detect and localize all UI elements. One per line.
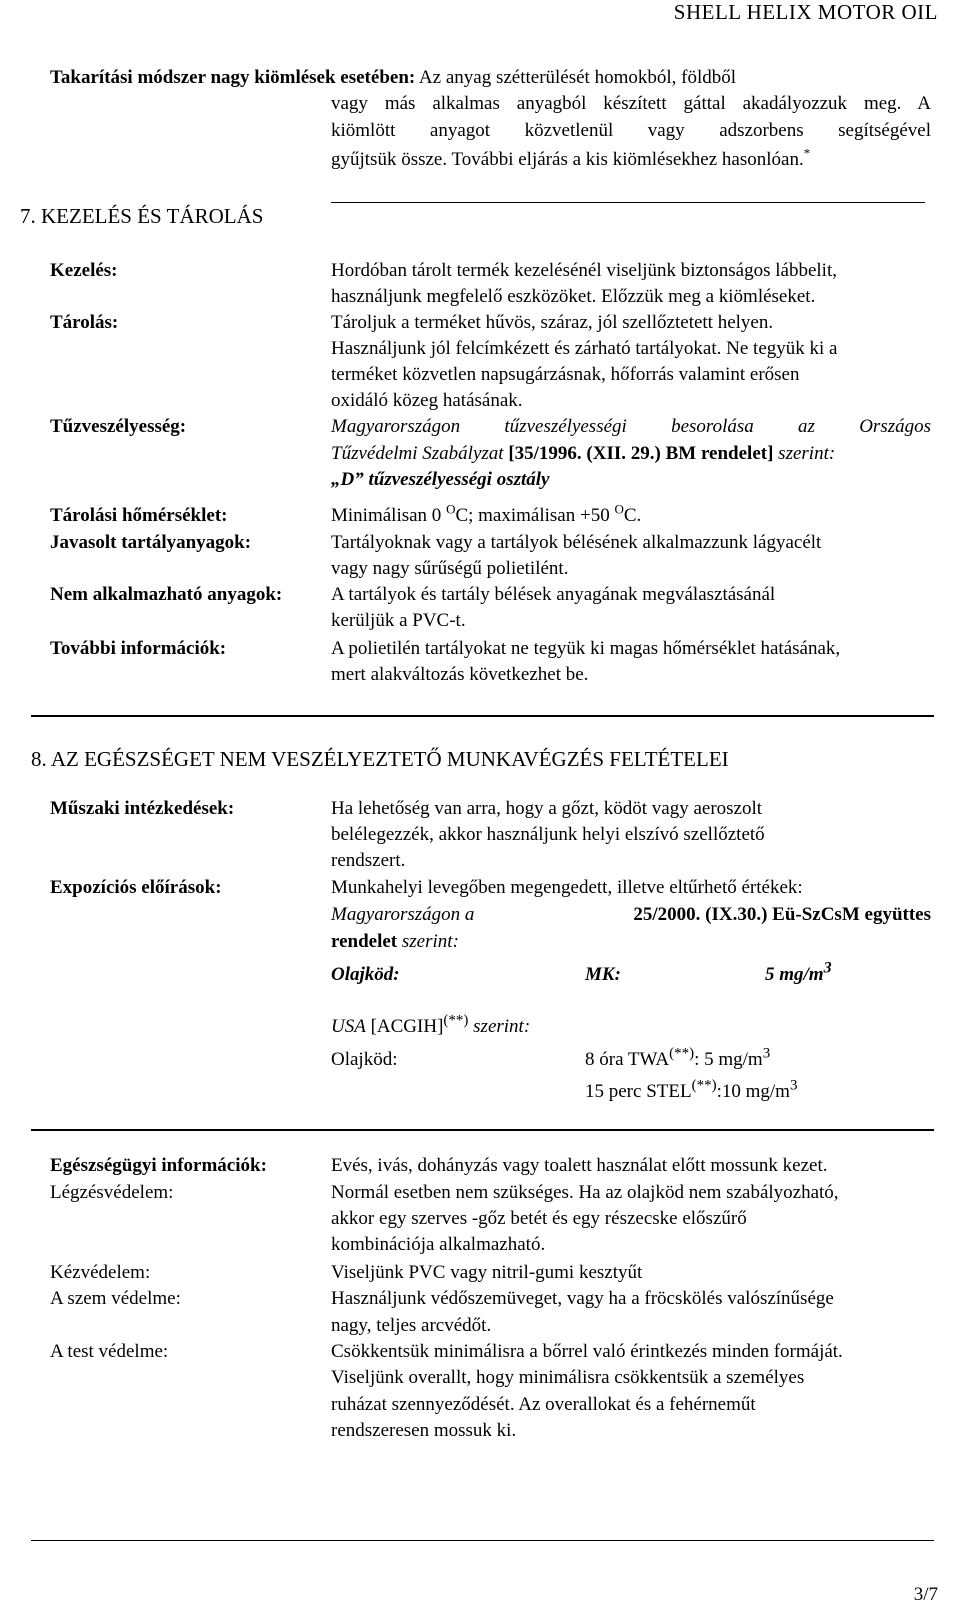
mk-label: MK:: [585, 964, 621, 985]
tarolas-text-4: oxidáló közeg hatásának.: [331, 390, 523, 411]
document-header: SHELL HELIX MOTOR OIL: [673, 0, 938, 24]
legzes-text-1: Normál esetben nem szükséges. Ha az olajköd nem szabályozható,: [331, 1182, 839, 1203]
szem-text-1: Használjunk védőszemüveget, vagy ha a fröcskölés valószínűsége: [331, 1288, 834, 1309]
spill-line-4: gyűjtsük össze. További eljárás a kis kiömlésekhez hasonlóan.: [331, 149, 804, 170]
tuz-regulation-ref: [35/1996. (XII. 29.) BM rendelet]: [508, 443, 774, 464]
spill-line-1: Az anyag szétterülését homokból, földből: [418, 67, 737, 88]
stel-label: 15 perc STEL: [585, 1081, 692, 1102]
tarolas-label: Tárolás:: [50, 312, 119, 333]
homerseklet-label: Tárolási hőmérséklet:: [50, 505, 228, 526]
muszaki-text-1: Ha lehetőség van arra, hogy a gőzt, ködöt vagy aeroszolt: [331, 798, 763, 819]
spill-label: Takarítási módszer nagy kiömlések esetében:: [50, 67, 416, 88]
tuz-class: „D” tűzveszélyességi osztály: [331, 469, 550, 490]
tuzveszelyesseg-text-1: Magyarországon tűzveszélyességi besorolása az Országos: [331, 416, 931, 437]
divider-section-8: [31, 715, 934, 717]
expozicios-text-1: Munkahelyi levegőben megengedett, illetve eltűrhető értékek:: [331, 877, 803, 898]
test-text-4: rendszeresen mossuk ki.: [331, 1420, 517, 1441]
legzes-text-2: akkor egy szerves -gőz betét és egy részecske előszűrő: [331, 1208, 747, 1229]
szem-text-2: nagy, teljes arcvédőt.: [331, 1315, 492, 1336]
degree-mark-1: O: [446, 501, 456, 517]
twa-value: : 5 mg/m: [694, 1049, 763, 1070]
tartalyanyag-label: Javasolt tartályanyagok:: [50, 532, 252, 553]
nem-alkalmazhato-label: Nem alkalmazható anyagok:: [50, 584, 283, 605]
legzes-text-3: kombinációja alkalmazható.: [331, 1234, 546, 1255]
szem-label: A szem védelme:: [50, 1288, 181, 1309]
test-text-2: Viseljünk overallt, hogy minimálisra csökkentsük a személyes: [331, 1367, 805, 1388]
kezeles-text-1: Hordóban tárolt termék kezelésénél viseljünk biztonságos lábbelit,: [331, 260, 837, 281]
kez-text-1: Viseljünk PVC vagy nitril-gumi kesztyűt: [331, 1262, 643, 1283]
homerseklet-min: Minimálisan 0: [331, 505, 447, 526]
twa-line: [585, 1045, 771, 1071]
egeszseg-label-text: Egészségügyi információk:: [50, 1155, 267, 1176]
usa-szerint: szerint:: [473, 1016, 531, 1037]
divider-short: [331, 202, 925, 203]
test-label: A test védelme:: [50, 1341, 169, 1362]
tovabbi-info-label: További információk:: [50, 638, 227, 659]
kezeles-label: Kezelés:: [50, 260, 118, 281]
tuzveszelyesseg-text-2: [331, 443, 835, 465]
degree-mark-2: O: [614, 501, 624, 517]
homerseklet-max: C; maximálisan +50: [455, 505, 615, 526]
test-text-1: Csökkentsük minimálisra a bőrrel való érintkezés minden formáját.: [331, 1341, 843, 1362]
tarolas-text-3: terméket közvetlen napsugárzásnak, hőforrás valamint erősen: [331, 364, 800, 385]
spill-paragraph: [50, 67, 736, 89]
expo-rendelet: rendelet: [331, 931, 398, 952]
section-8-title: 8. AZ EGÉSZSÉGET NEM VESZÉLYEZTETŐ MUNKAVÉGZÉS FELTÉTELEI: [31, 747, 729, 771]
expo-hungary: Magyarországon a: [331, 904, 475, 925]
spill-line-2: vagy más alkalmas anyagból készített gáttal akadályozzuk meg. A: [331, 93, 931, 114]
nem-alkalmazhato-text-1: A tartályok és tartály bélések anyagának megválasztásánál: [331, 584, 776, 605]
page-number: 3/7: [913, 1584, 938, 1605]
tuzveszelyesseg-label: Tűzveszélyesség:: [50, 416, 187, 437]
olajkod-label-mk: Olajköd:: [331, 964, 400, 985]
tartalyanyag-text-1: Tartályoknak vagy a tartályok bélésének alkalmazzunk lágyacélt: [331, 532, 822, 553]
expozicios-text-2: [331, 904, 931, 926]
homerseklet-end: C.: [623, 505, 642, 526]
egeszseg-text-1: Evés, ivás, dohányzás vagy toalett használat előtt mossunk kezet.: [331, 1155, 828, 1176]
egeszseg-label: [50, 1155, 267, 1177]
usa-line: [331, 1012, 531, 1038]
section-7-title: 7. KEZELÉS ÉS TÁROLÁS: [20, 204, 264, 228]
expo-szerint: szerint:: [401, 931, 459, 952]
tuz-szerint: szerint:: [778, 443, 836, 464]
mk-value-text: 5 mg/m: [765, 964, 824, 985]
expo-regulation: 25/2000. (IX.30.) Eü-SzCsM együttes: [633, 904, 931, 925]
footer-divider: [31, 1540, 934, 1541]
mk-value: [765, 959, 832, 986]
kezeles-text-2: használjunk megfelelő eszközöket. Előzzük meg a kiömléseket.: [331, 286, 816, 307]
muszaki-text-3: rendszert.: [331, 850, 406, 871]
tarolas-text-2: Használjunk jól felcímkézett és zárható tartályokat. Ne tegyük ki a: [331, 338, 838, 359]
stel-value: :10 mg/m: [716, 1081, 790, 1102]
twa-label: 8 óra TWA: [585, 1049, 670, 1070]
expozicios-label: Expozíciós előírások:: [50, 877, 222, 898]
twa-exponent: 3: [762, 1045, 771, 1062]
muszaki-label: Műszaki intézkedések:: [50, 798, 235, 819]
usa-text: USA: [331, 1016, 366, 1037]
acgih-text: [ACGIH]: [370, 1016, 444, 1037]
twa-footnote: (**): [669, 1045, 695, 1062]
tuz-regulation-name: Tűzvédelmi Szabályzat: [331, 443, 504, 464]
divider-ppe: [31, 1129, 934, 1131]
tarolas-text-1: Tároljuk a terméket hűvös, száraz, jól szellőztetett helyen.: [331, 312, 774, 333]
usa-footnote: (**): [443, 1012, 469, 1029]
homerseklet-text: [331, 501, 642, 527]
spill-footnote-star: *: [803, 145, 811, 161]
test-text-3: ruházat szennyeződését. Az overallokat és a fehérneműt: [331, 1394, 756, 1415]
legzes-label: Légzésvédelem:: [50, 1182, 174, 1203]
stel-footnote: (**): [691, 1077, 717, 1094]
kez-label: Kézvédelem:: [50, 1262, 151, 1283]
expozicios-text-3: [331, 931, 459, 953]
stel-exponent: 3: [789, 1077, 798, 1094]
tovabbi-info-text-2: mert alakváltozás következhet be.: [331, 664, 589, 685]
tartalyanyag-text-2: vagy nagy sűrűségű polietilént.: [331, 558, 569, 579]
olajkod-label-twa: Olajköd:: [331, 1049, 398, 1070]
stel-line: [585, 1077, 798, 1103]
tovabbi-info-text-1: A polietilén tartályokat ne tegyük ki magas hőmérséklet hatásának,: [331, 638, 841, 659]
nem-alkalmazhato-text-2: kerüljük a PVC-t.: [331, 610, 466, 631]
mk-exponent: 3: [823, 959, 832, 977]
spill-line-3: kiömlött anyagot közvetlenül vagy adszorbens segítségével: [331, 120, 931, 141]
muszaki-text-2: belélegezzék, akkor használjunk helyi elszívó szellőztető: [331, 824, 765, 845]
